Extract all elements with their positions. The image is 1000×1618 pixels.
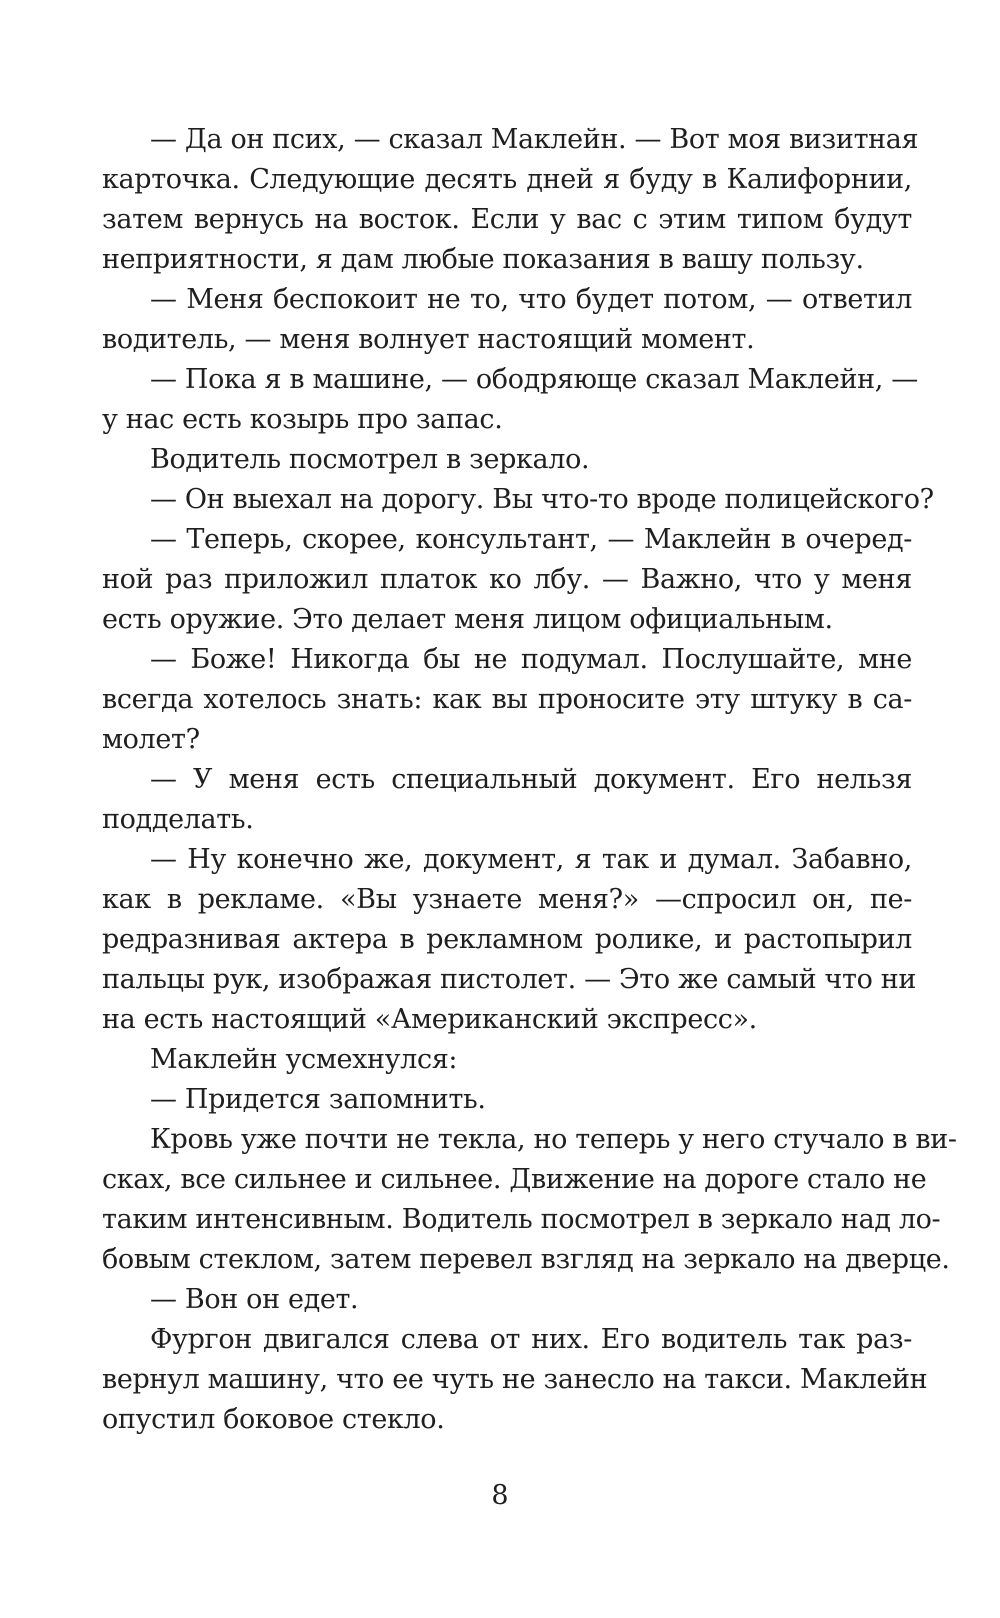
text-line: — У меня есть специальный документ. Его нельзя xyxy=(150,764,912,795)
text-line: — Теперь, скорее, консультант, — Маклейн в очеред- xyxy=(150,524,912,555)
text-line: водитель, — меня волнует настоящий момент. xyxy=(102,324,755,355)
text-line: редразнивая актера в рекламном ролике, и растопырил xyxy=(102,924,912,955)
text-line: — Придется запомнить. xyxy=(150,1084,486,1115)
text-line: — Ну конечно же, документ, я так и думал. Забавно, xyxy=(150,844,912,875)
text-line: ной раз приложил платок ко лбу. — Важно, что у меня xyxy=(102,564,912,595)
text-line: всегда хотелось знать: как вы проносите эту штуку в са- xyxy=(102,684,912,715)
text-line: таким интенсивным. Водитель посмотрел в зеркало над ло- xyxy=(102,1204,941,1235)
text-line: — Да он псих, — сказал Маклейн. — Вот моя визитная xyxy=(150,124,919,155)
page-number: 8 xyxy=(491,1480,509,1511)
text-line: сках, все сильнее и сильнее. Движение на дороге стало не xyxy=(102,1164,927,1195)
text-line: — Вон он едет. xyxy=(150,1284,359,1315)
text-line: затем вернусь на восток. Если у вас с этим типом будут xyxy=(102,204,912,235)
text-line: карточка. Следующие десять дней я буду в Калифорнии, xyxy=(102,164,912,195)
text-line: — Пока я в машине, — ободряюще сказал Маклейн, — xyxy=(150,364,918,395)
text-line: у нас есть козырь про запас. xyxy=(102,404,503,435)
book-page-text xyxy=(102,120,957,1440)
text-line: Кровь уже почти не текла, но теперь у него стучало в ви- xyxy=(150,1124,957,1155)
text-line: неприятности, я дам любые показания в вашу пользу. xyxy=(102,244,864,275)
text-line: есть оружие. Это делает меня лицом официальным. xyxy=(102,604,833,635)
text-line: молет? xyxy=(102,724,200,755)
text-line: Маклейн усмехнулся: xyxy=(150,1044,458,1075)
text-line: на есть настоящий «Американский экспресс». xyxy=(102,1004,757,1035)
text-line: Фургон двигался слева от них. Его водитель так раз- xyxy=(150,1324,912,1355)
text-line: — Он выехал на дорогу. Вы что-то вроде полицейского? xyxy=(150,484,934,515)
text-line: Водитель посмотрел в зеркало. xyxy=(150,444,590,475)
text-line: пальцы рук, изображая пистолет. — Это же самый что ни xyxy=(102,964,917,995)
text-line: как в рекламе. «Вы узнаете меня?» —спросил он, пе- xyxy=(102,884,912,915)
text-line: — Меня беспокоит не то, что будет потом, — ответил xyxy=(150,284,912,315)
text-line: бовым стеклом, затем перевел взгляд на зеркало на дверце. xyxy=(102,1244,950,1275)
text-line: опустил боковое стекло. xyxy=(102,1404,445,1435)
text-line: подделать. xyxy=(102,804,254,835)
text-line: — Боже! Никогда бы не подумал. Послушайте, мне xyxy=(150,644,912,675)
text-line: вернул машину, что ее чуть не занесло на такси. Маклейн xyxy=(102,1364,928,1395)
